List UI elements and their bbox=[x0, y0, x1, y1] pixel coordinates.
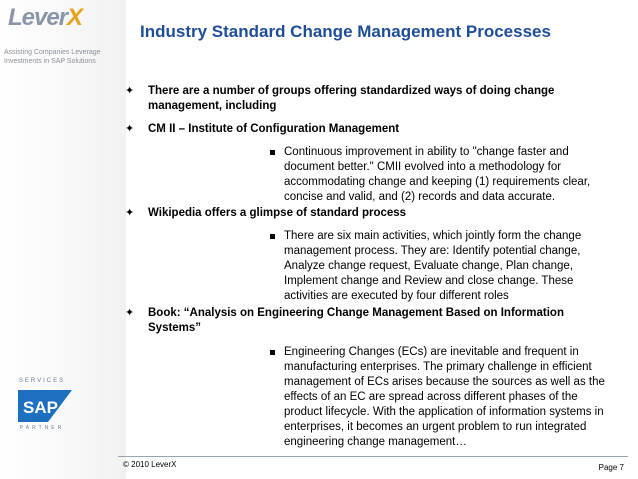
sub-bullet-text: Continuous improvement in ability to "change faster and document better." CMII evolved into a methodology for accommodating change and keeping (1) requirements clear, concise and valid, and (2) records and data accurate. bbox=[284, 146, 591, 203]
bullet-item bbox=[125, 306, 618, 336]
bullet-text: Wikipedia offers a glimpse of standard process bbox=[148, 207, 407, 219]
logo-x: X bbox=[67, 4, 83, 31]
square-bullet-icon bbox=[270, 150, 275, 155]
footer-divider bbox=[118, 456, 628, 457]
slide-title: Industry Standard Change Management Processes bbox=[140, 22, 551, 41]
square-bullet-icon bbox=[270, 234, 275, 239]
sub-bullet-item bbox=[284, 345, 614, 450]
copyright: © 2010 LeverX bbox=[123, 460, 177, 469]
sub-bullet-item bbox=[284, 229, 614, 304]
star-bullet-icon: ✦ bbox=[125, 307, 135, 319]
page-number: Page 7 bbox=[598, 463, 624, 472]
star-bullet-icon: ✦ bbox=[125, 123, 135, 135]
logo-text: Lever bbox=[8, 4, 68, 31]
leverx-logo bbox=[8, 4, 82, 32]
star-bullet-icon: ✦ bbox=[125, 85, 135, 97]
sub-bullet-item bbox=[284, 145, 614, 205]
partner-label: PARTNER bbox=[19, 425, 65, 431]
bullet-text: Book: “Analysis on Engineering Change Management Based on Information Systems” bbox=[148, 307, 564, 334]
bullet-text: CM II – Institute of Configuration Management bbox=[148, 123, 400, 135]
sap-logo-text: SAP bbox=[23, 398, 58, 417]
tagline: Assisting Companies Leverage Investments in SAP Solutions bbox=[4, 49, 101, 65]
sub-bullet-text: Engineering Changes (ECs) are inevitable and frequent in manufacturing enterprises. The primary challenge in efficient management of ECs arises because the sources as well as the effects of an EC are spread across different phases of the product lifecycle. With the application of information systems in enterprises, it becomes an urgent problem to run integrated engineering change management… bbox=[284, 346, 605, 448]
bullet-item bbox=[125, 84, 618, 114]
bullet-item bbox=[125, 122, 618, 137]
bullet-item bbox=[125, 206, 618, 221]
bullet-text: There are a number of groups offering standardized ways of doing change management, including bbox=[148, 85, 555, 112]
sidebar bbox=[0, 0, 126, 479]
sap-logo bbox=[18, 390, 72, 422]
services-label: SERVICES bbox=[18, 378, 66, 384]
sub-bullet-text: There are six main activities, which jointly form the change management process. They are: Identify potential change, Analyze change request, Evaluate change, Plan change, Implement change and Review and close change. These activities are executed by four different roles bbox=[284, 230, 582, 302]
square-bullet-icon bbox=[270, 350, 275, 355]
star-bullet-icon: ✦ bbox=[125, 207, 135, 219]
